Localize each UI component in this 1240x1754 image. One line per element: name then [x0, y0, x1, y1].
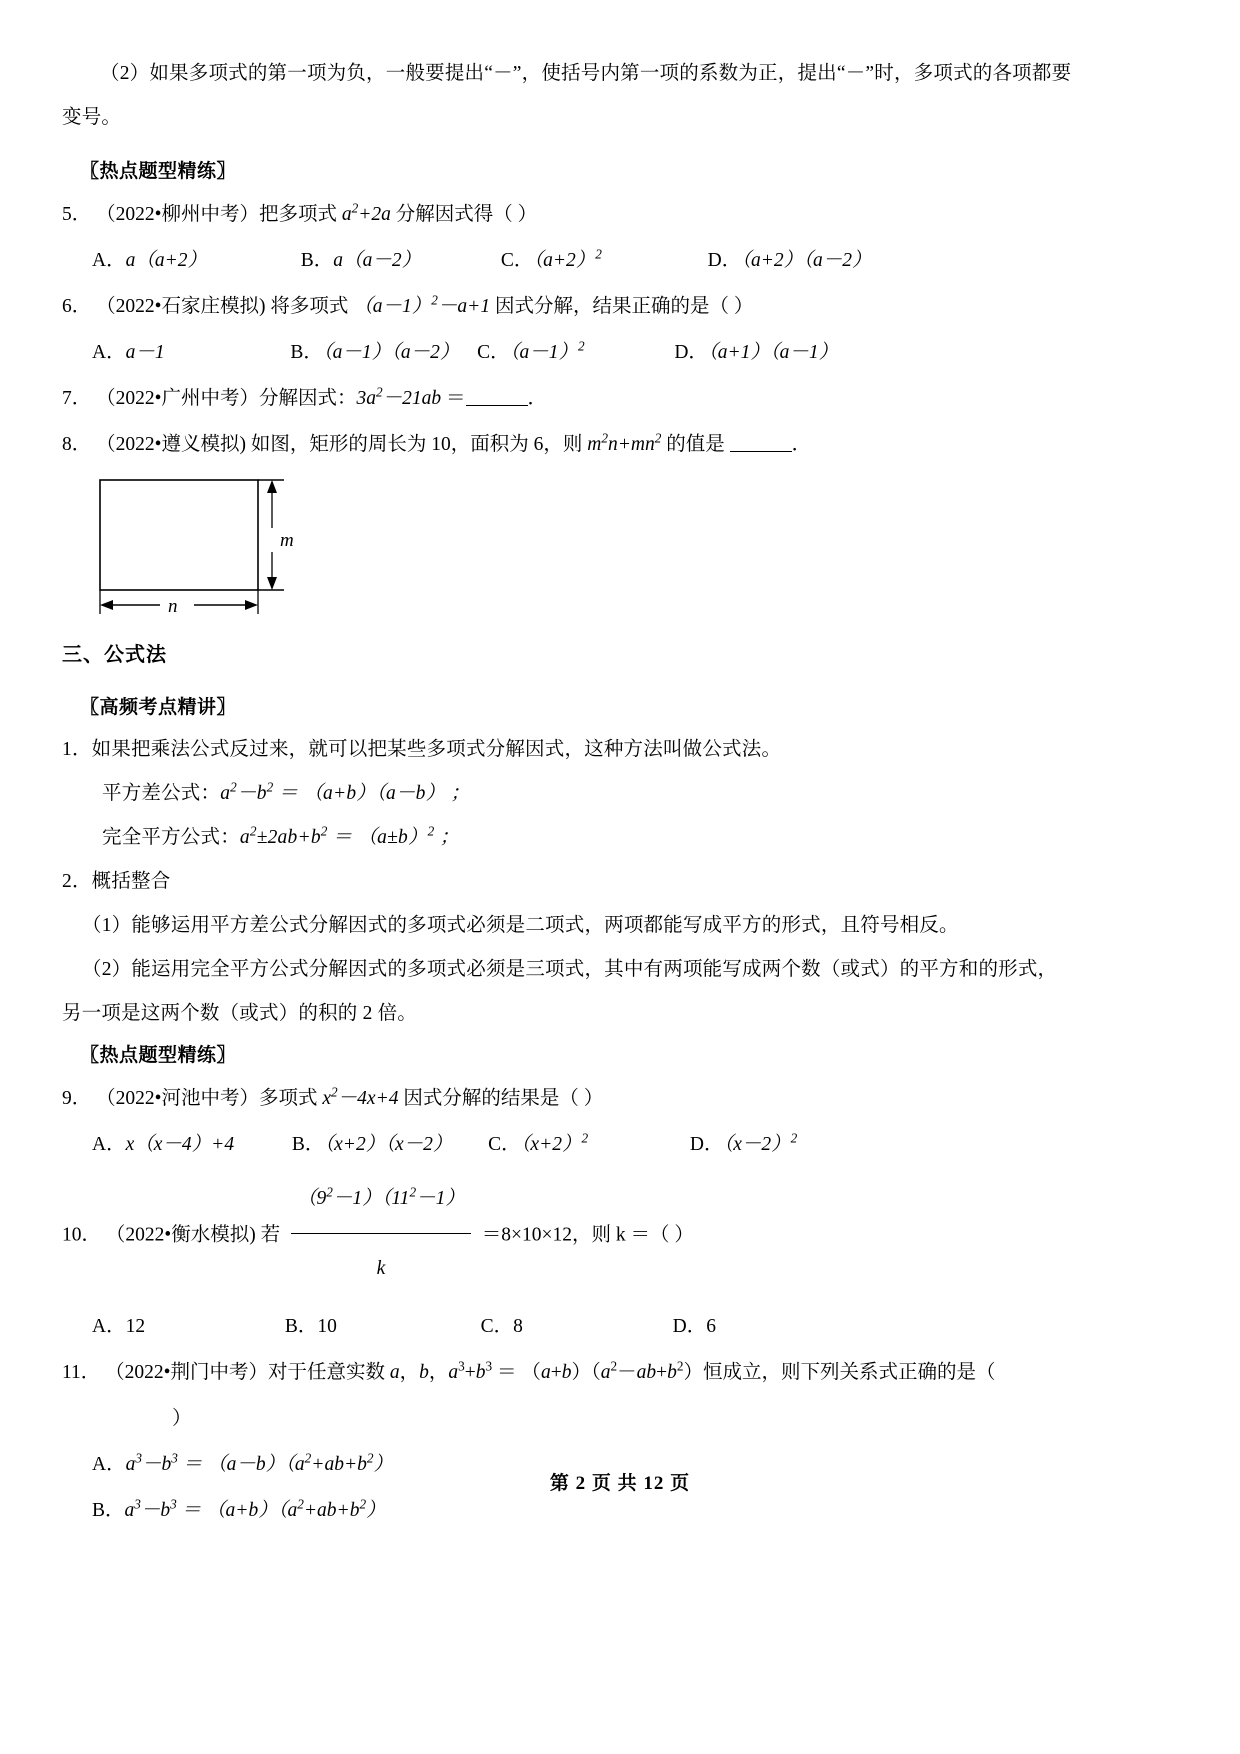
question-5-stem-pre: 把多项式	[258, 204, 342, 225]
option-a[interactable]	[92, 238, 207, 284]
option-b-text: a（a－2）	[333, 250, 422, 271]
answer-blank[interactable]	[466, 386, 528, 407]
option-b[interactable]	[301, 238, 421, 284]
option-d-label: D．	[672, 1316, 707, 1337]
question-5-dot: ．	[71, 204, 92, 225]
option-b-text: 10	[317, 1316, 337, 1337]
question-8-dot: ．	[71, 434, 92, 455]
spacer	[62, 614, 1170, 634]
question-7-source: （2022•广州中考）	[96, 388, 259, 409]
arrow-up-icon	[267, 480, 277, 493]
option-a[interactable]	[92, 1304, 145, 1350]
option-d[interactable]	[674, 330, 838, 376]
page-content	[62, 52, 1170, 1534]
arrow-left-icon	[100, 600, 113, 610]
question-6-stem	[62, 284, 1170, 330]
section-point-2: 2．概括整合	[62, 871, 171, 892]
question-6-number: 6	[62, 296, 72, 317]
option-d[interactable]	[708, 238, 872, 284]
question-5-source: （2022•柳州中考）	[96, 204, 259, 225]
option-d-text: （a+1）（a－1）	[707, 342, 839, 363]
option-c[interactable]	[488, 1122, 588, 1168]
option-c-text: $(a-1)^2$	[509, 338, 585, 363]
question-5-options	[62, 238, 1170, 284]
option-d[interactable]	[673, 1304, 716, 1350]
intro-item2-line1: （2）如果多项式的第一项为负，一般要提出“－”，使括号内第一项的系数为正，提出“－”时，多项式的各项都要	[100, 63, 1072, 84]
formula-difference-of-squares	[62, 772, 1170, 816]
option-c-label: C．	[480, 1316, 514, 1337]
option-c-label: C．	[500, 250, 534, 271]
option-b-label: B．	[291, 1134, 325, 1155]
option-c-label: C．	[488, 1134, 521, 1155]
section-heading: 三、公式法	[62, 644, 167, 666]
question-10-dot: ．	[81, 1224, 102, 1246]
option-a-text: a（a+2）	[125, 250, 208, 271]
section-point-1: 1．如果把乘法公式反过来，就可以把某些多项式分解因式，这种方法叫做公式法。	[62, 739, 782, 760]
question-9-stem-math: $x^2-4x+4$	[322, 1084, 399, 1109]
question-6-dot: ．	[71, 296, 92, 317]
option-d-text: （a+2）（a－2）	[741, 250, 872, 271]
option-a[interactable]	[92, 330, 165, 376]
question-11-stem-text: 对于任意实数 a，b，$a^3+b^3 = (a+b)(a^2-ab+b^2)$恒成立，则下列关系式正确的是（	[268, 1358, 996, 1383]
question-9-dot: ．	[71, 1088, 92, 1109]
option-b-text: （a－1）（a－2）	[322, 342, 460, 363]
option-c-text: 8	[513, 1316, 523, 1337]
question-10-number: 10	[62, 1224, 82, 1246]
question-8-stem-tail: ．	[791, 434, 812, 455]
question-5-number: 5	[62, 204, 72, 225]
section-summary-2-line2: 另一项是这两个数（或式）的积的 2 倍。	[62, 1003, 418, 1024]
option-d[interactable]	[690, 1122, 797, 1168]
option-a-text: a－1	[125, 342, 165, 363]
question-10-stem-post: ＝8×10×12，则 k ＝（ ）	[481, 1224, 694, 1246]
question-6-stem-post: 因式分解，结果正确的是（ ）	[490, 296, 754, 317]
option-c[interactable]	[481, 1304, 523, 1350]
option-d-label: D．	[689, 1134, 724, 1155]
option-d-label: D．	[707, 250, 742, 271]
question-8-source: （2022•遵义模拟)	[96, 434, 246, 455]
question-9-stem	[62, 1076, 1170, 1122]
arrow-right-icon	[245, 600, 258, 610]
lecture-tag-heading: 〖高频考点精讲〗	[80, 697, 237, 718]
option-d-text: 6	[706, 1316, 716, 1337]
option-a-label: A．	[92, 342, 126, 363]
formula-1-body: $a^2-b^2 = (a+b)(a-b)$ ；	[220, 779, 471, 804]
question-6-options	[62, 330, 1170, 376]
option-b[interactable]	[292, 1122, 453, 1168]
option-b[interactable]	[285, 1304, 337, 1350]
option-b-text: （x+2）（x－2）	[324, 1134, 453, 1155]
question-9-stem-post: 因式分解的结果是（ ）	[398, 1088, 604, 1109]
rectangle-shape	[100, 480, 258, 590]
option-a-text: $a^3-b^3 = (a-b)(a^2+ab+b^2)$	[125, 1450, 394, 1475]
question-9-number: 9	[62, 1088, 72, 1109]
practice-tag-heading-1: 〖热点题型精练〗	[80, 161, 237, 182]
section-summary-1: （1）能够运用平方差公式分解因式的多项式必须是二项式，两项都能写成平方的形式，且符号相反。	[82, 915, 959, 936]
question-11-stem-line2: ）	[172, 1408, 192, 1429]
question-11-stem-line1	[62, 1350, 1170, 1396]
option-a-label: A．	[92, 1316, 126, 1337]
question-10-source: （2022•衡水模拟)	[105, 1224, 256, 1246]
option-c-text: $(x+2)^2$	[520, 1130, 589, 1155]
question-8-stem-post: 的值是	[661, 434, 725, 455]
option-c-label: C．	[477, 342, 510, 363]
option-b-label: B．	[92, 1500, 125, 1521]
option-a-label: A．	[92, 250, 126, 271]
question-10-stem	[62, 1168, 1170, 1304]
option-b-label: B．	[284, 1316, 318, 1337]
option-d-text: $(x-2)^2$	[723, 1130, 798, 1155]
question-10-options	[62, 1304, 1170, 1350]
option-a[interactable]	[92, 1122, 234, 1168]
fraction-numerator: $(9^2-1)(11^2-1)$	[291, 1166, 471, 1234]
rectangle-figure	[98, 474, 428, 614]
question-6-stem-math: $(a-1)^2-a+1$	[353, 292, 491, 317]
question-9-source: （2022•河池中考）	[96, 1088, 259, 1109]
option-b-label: B．	[290, 342, 323, 363]
option-c-text: $(a+2)^2$	[533, 246, 602, 271]
option-d-label: D．	[674, 342, 708, 363]
question-7-number: 7	[62, 388, 72, 409]
page-footer: 第 2 页 共 12 页	[549, 1473, 691, 1494]
question-7-stem-post: ＝	[441, 388, 466, 409]
question-5-stem-post: 分解因式得（ ）	[390, 204, 538, 225]
option-b-text: $a^3-b^3 = (a+b)(a^2+ab+b^2)$	[124, 1496, 386, 1521]
question-5-stem	[62, 192, 1170, 238]
figure-label-m: m	[280, 530, 294, 551]
question-10-stem-pre: 若	[260, 1224, 281, 1246]
spacer	[62, 676, 1170, 688]
question-8-stem-math: $m^2n+mn^2$	[587, 430, 662, 455]
spacer	[62, 140, 1170, 152]
option-a-text: 12	[125, 1316, 146, 1337]
question-7-stem	[62, 376, 1170, 422]
formula-perfect-square	[62, 816, 1170, 860]
question-9-stem-pre: 多项式	[258, 1088, 323, 1109]
question-11-dot: ．	[80, 1362, 101, 1383]
question-11-number: 11	[62, 1362, 81, 1383]
question-6-source: （2022•石家庄模拟)	[96, 296, 266, 317]
question-7-dot: ．	[71, 388, 92, 409]
question-8-number: 8	[62, 434, 72, 455]
formula-1-label: 平方差公式：	[102, 783, 221, 804]
arrow-down-icon	[267, 577, 277, 590]
intro-item2-line2: 变号。	[62, 107, 122, 128]
fraction	[291, 1166, 471, 1302]
option-b[interactable]	[290, 330, 459, 376]
question-6-stem-pre: 将多项式	[270, 296, 354, 317]
question-5-stem-math: $a^2+2a$	[341, 200, 391, 225]
question-7-stem-tail: ．	[527, 388, 548, 409]
option-c[interactable]	[477, 330, 584, 376]
option-a-label: A．	[92, 1454, 126, 1475]
option-a-label: A．	[92, 1134, 126, 1155]
question-8-stem-pre: 如图，矩形的周长为 10，面积为 6，则	[250, 434, 588, 455]
rectangle-figure-svg	[98, 474, 428, 614]
question-7-stem-math: $3a^2-21ab$	[356, 384, 442, 409]
question-9-options	[62, 1122, 1170, 1168]
formula-2-body: $a^2\pm 2ab+b^2 = (a\pm b)^2$ ；	[239, 823, 460, 848]
option-c[interactable]	[501, 238, 602, 284]
answer-blank[interactable]	[730, 432, 792, 453]
question-11-source: （2022•荆门中考）	[105, 1362, 268, 1383]
question-7-stem-pre: 分解因式：	[258, 388, 357, 409]
option-b-label: B．	[300, 250, 334, 271]
option-a-text: x（x－4）+4	[125, 1134, 235, 1155]
formula-2-label: 完全平方公式：	[102, 827, 240, 848]
section-summary-2-line1: （2）能运用完全平方公式分解因式的多项式必须是三项式，其中有两项能写成两个数（或式）的平方和的形式，	[82, 959, 1058, 980]
practice-tag-heading-2: 〖热点题型精练〗	[80, 1045, 237, 1066]
question-8-stem	[62, 422, 1170, 468]
figure-label-n: n	[168, 596, 178, 614]
fraction-denominator: k	[376, 1258, 386, 1279]
